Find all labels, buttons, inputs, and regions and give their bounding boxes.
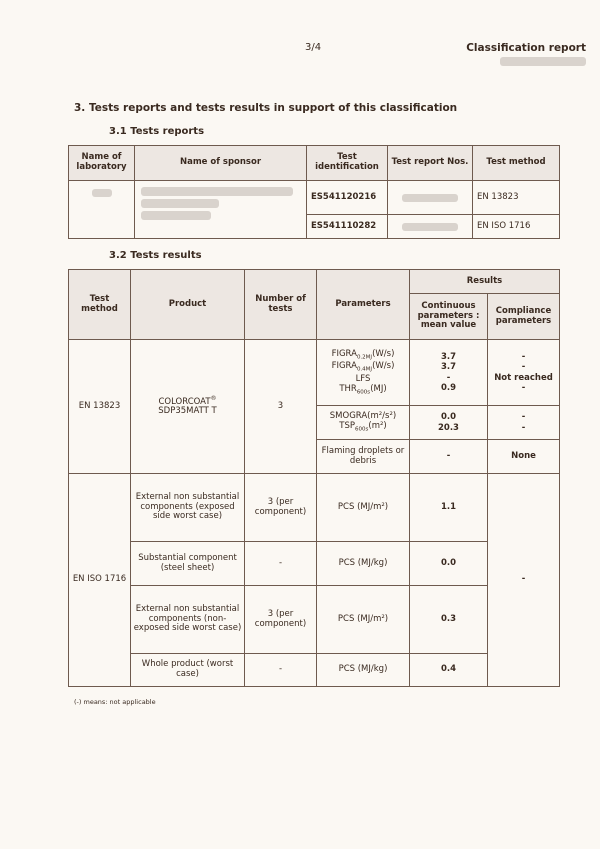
params-cell: $FIGRA_{0.2MJ}(W/s)$ $FIGRA_{0.4MJ}(W/s)$ LFS $THR_{600s}(MJ)$ xyxy=(317,340,410,406)
table-row xyxy=(69,586,560,654)
method-cell: EN ISO 1716 xyxy=(69,474,131,687)
params-cell: PCS (MJ/kg) xyxy=(317,654,410,687)
values-cell: 1.1 xyxy=(410,474,488,542)
col-test-method: Test method xyxy=(473,146,560,181)
col-parameters: Parameters xyxy=(317,270,410,340)
section-title: 3. Tests reports and tests results in support of this classification xyxy=(74,102,458,114)
tests-cell: 3 (per component) xyxy=(245,586,317,654)
col-test-identification: Test identification xyxy=(307,146,388,181)
redacted-sponsor xyxy=(141,187,293,196)
product-cell xyxy=(131,340,245,474)
product-cell: External non substantial components (exposed side worst case) xyxy=(131,474,245,542)
tests-cell: - xyxy=(245,542,317,586)
product-cell: Whole product (worst case) xyxy=(131,654,245,687)
compliance-cell: - - xyxy=(488,406,560,440)
redacted-reference xyxy=(500,57,586,66)
table-row xyxy=(69,181,560,215)
compliance-cell: - - Not reached - xyxy=(488,340,560,406)
reports-table xyxy=(68,145,560,239)
col-number-of-tests: Number of tests xyxy=(245,270,317,340)
tests-cell: 3 xyxy=(245,340,317,474)
params-cell: PCS (MJ/m²) xyxy=(317,474,410,542)
results-table xyxy=(68,269,560,687)
values-cell: 3.7 3.7 - 0.9 xyxy=(410,340,488,406)
page-number: 3/4 xyxy=(305,42,322,53)
test-id-cell: ES541110282 xyxy=(307,215,388,239)
redacted-sponsor xyxy=(141,199,219,208)
values-cell: 0.0 xyxy=(410,542,488,586)
values-cell: - xyxy=(410,440,488,474)
product-name: COLORCOAT xyxy=(158,396,211,407)
values-cell: 0.3 xyxy=(410,586,488,654)
col-continuous: Continuous parameters : mean value xyxy=(410,294,488,340)
redacted-report-no xyxy=(402,223,458,231)
redacted-laboratory xyxy=(92,189,112,197)
laboratory-cell xyxy=(69,181,135,239)
test-id-cell: ES541120216 xyxy=(307,181,388,215)
values-cell: 0.4 xyxy=(410,654,488,687)
redacted-report-no xyxy=(402,194,458,202)
table-row xyxy=(69,340,560,406)
product-cell: Substantial component (steel sheet) xyxy=(131,542,245,586)
footnote: (-) means: not applicable xyxy=(74,698,156,706)
params-cell: SMOGRA(m²/s²) $TSP_{600s}(m^2)$ xyxy=(317,406,410,440)
params-cell: PCS (MJ/kg) xyxy=(317,542,410,586)
method-cell: EN 13823 xyxy=(69,340,131,474)
document-title: Classification report xyxy=(466,42,586,54)
col-laboratory: Name of laboratory xyxy=(69,146,135,181)
col-results: Results xyxy=(410,270,560,294)
compliance-cell: None xyxy=(488,440,560,474)
col-sponsor: Name of sponsor xyxy=(135,146,307,181)
report-no-cell xyxy=(388,181,473,215)
table-row xyxy=(69,654,560,687)
params-cell: PCS (MJ/m²) xyxy=(317,586,410,654)
registered-mark: ® xyxy=(210,394,217,402)
method-cell: EN ISO 1716 xyxy=(473,215,560,239)
redacted-sponsor xyxy=(141,211,211,220)
method-cell: EN 13823 xyxy=(473,181,560,215)
report-no-cell xyxy=(388,215,473,239)
params-cell: Flaming droplets or debris xyxy=(317,440,410,474)
col-compliance: Compliance parameters xyxy=(488,294,560,340)
table-row xyxy=(69,474,560,542)
values-cell: 0.0 20.3 xyxy=(410,406,488,440)
results-subtitle: 3.2 Tests results xyxy=(109,250,202,261)
col-product: Product xyxy=(131,270,245,340)
tests-cell: 3 (per component) xyxy=(245,474,317,542)
results-header-row xyxy=(69,270,560,294)
col-report-nos: Test report Nos. xyxy=(388,146,473,181)
compliance-cell: - xyxy=(488,474,560,687)
col-test-method: Test method xyxy=(69,270,131,340)
product-code: SDP35MATT T xyxy=(158,406,217,417)
table-row xyxy=(69,542,560,586)
sponsor-cell xyxy=(135,181,307,239)
reports-header-row xyxy=(69,146,560,181)
product-cell: External non substantial components (non-exposed side worst case) xyxy=(131,586,245,654)
reports-subtitle: 3.1 Tests reports xyxy=(109,126,205,137)
tests-cell: - xyxy=(245,654,317,687)
